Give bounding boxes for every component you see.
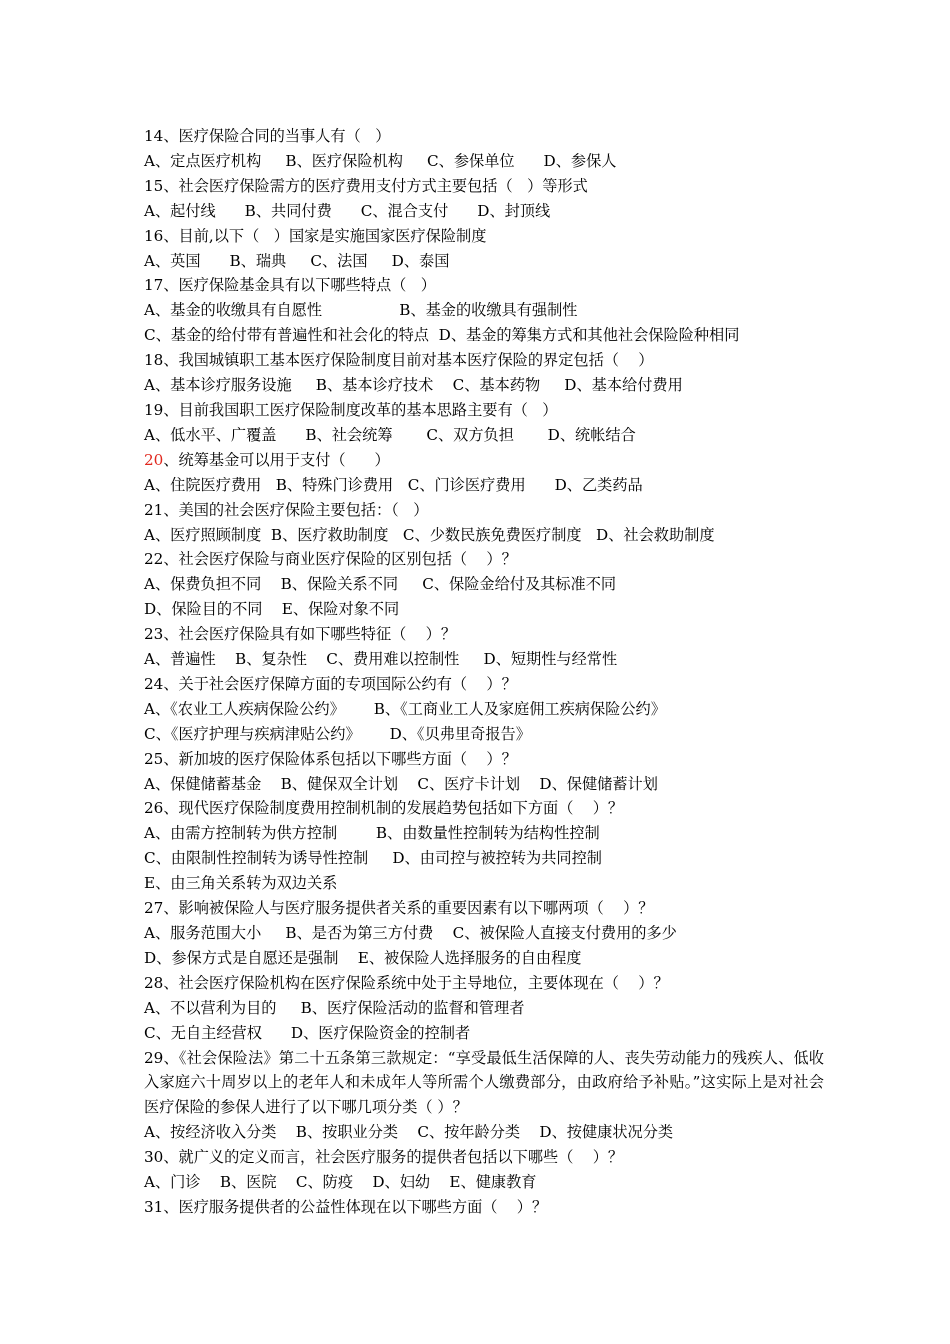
text-line <box>144 473 824 498</box>
text-line <box>144 398 824 423</box>
text-line <box>144 448 824 473</box>
text-line <box>144 199 824 224</box>
text-line <box>144 149 824 174</box>
line-text: 14、医疗保险合同的当事人有（ ） <box>144 127 391 145</box>
text-line <box>144 1120 824 1145</box>
line-text: 27、影响被保险人与医疗服务提供者关系的重要因素有以下哪两项（ ）？ <box>144 899 654 918</box>
line-text: A、保费负担不同 B、保险关系不同 C、保险金给付及其标准不同 <box>144 575 617 594</box>
line-text: A、医疗照顾制度 B、医疗救助制度 C、少数民族免费医疗制度 D、社会救助制度 <box>144 525 715 544</box>
text-line <box>144 249 824 274</box>
line-text: C、基金的给付带有普遍性和社会化的特点 D、基金的筹集方式和其他社会保险险种相同 <box>144 326 740 345</box>
line-text: 24、关于社会医疗保障方面的专项国际公约有（ ）？ <box>144 674 517 693</box>
question-number: 20 <box>144 450 164 469</box>
text-line <box>144 1195 824 1220</box>
text-line <box>144 796 824 821</box>
line-text: A、保健储蓄基金 B、健保双全计划 C、医疗卡计划 D、保健储蓄计划 <box>144 774 658 793</box>
text-line <box>144 273 824 298</box>
line-text: 16、目前,以下（ ）国家是实施国家医疗保险制度 <box>144 226 487 245</box>
text-line <box>144 348 824 373</box>
text-line <box>144 971 824 996</box>
line-text: 18、我国城镇职工基本医疗保险制度目前对基本医疗保险的界定包括（ ） <box>144 351 654 370</box>
text-line <box>144 1145 824 1170</box>
line-text: A、门诊 B、医院 C、防疫 D、妇幼 E、健康教育 <box>144 1173 537 1192</box>
document-page <box>144 124 824 1220</box>
line-text: 28、社会医疗保险机构在医疗保险系统中处于主导地位，主要体现在（ ）？ <box>144 973 669 992</box>
line-text: C、《医疗护理与疾病津贴公约》 D、《贝弗里奇报告》 <box>144 724 531 743</box>
line-text: 29、《社会保险法》第二十五条第三款规定：“享受最低生活保障的人、丧失劳动能力的残疾人、低收入家庭六十周岁以上的老年人和未成年人等所需个人缴费部分，由政府给予补贴。”这实际上是对社会医疗保险的参保人进行了以下哪几项分类（ ）？ <box>144 1048 824 1117</box>
line-text: C、由限制性控制转为诱导性控制 D、由司控与被控转为共同控制 <box>144 849 602 868</box>
text-line <box>144 622 824 647</box>
text-line <box>144 747 824 772</box>
text-line <box>144 572 824 597</box>
line-text: C、无自主经营权 D、医疗保险资金的控制者 <box>144 1023 471 1042</box>
line-text: 30、就广义的定义而言，社会医疗服务的提供者包括以下哪些（ ）？ <box>144 1148 624 1167</box>
line-text: A、服务范围大小 B、是否为第三方付费 C、被保险人直接支付费用的多少 <box>144 924 677 942</box>
text-line <box>144 996 824 1021</box>
text-line <box>144 672 824 697</box>
line-text: A、按经济收入分类 B、按职业分类 C、按年龄分类 D、按健康状况分类 <box>144 1123 674 1142</box>
text-line <box>144 224 824 249</box>
line-text: A、定点医疗机构 B、医疗保险机构 C、参保单位 D、参保人 <box>144 151 617 170</box>
text-line <box>144 498 824 523</box>
text-line <box>144 821 824 846</box>
line-text: D、保险目的不同 E、保险对象不同 <box>144 600 400 619</box>
text-line <box>144 597 824 622</box>
line-text: A、普遍性 B、复杂性 C、费用难以控制性 D、短期性与经常性 <box>144 650 618 669</box>
line-text: A、基金的收缴具有自愿性 B、基金的收缴具有强制性 <box>144 301 578 320</box>
line-text: 25、新加坡的医疗保险体系包括以下哪些方面（ ）？ <box>144 749 517 768</box>
text-line <box>144 323 824 348</box>
text-line <box>144 1021 824 1046</box>
text-line <box>144 547 824 572</box>
line-text: 19、目前我国职工医疗保险制度改革的基本思路主要有（ ） <box>144 400 558 419</box>
text-line <box>144 846 824 871</box>
text-line <box>144 298 824 323</box>
text-line <box>144 124 824 149</box>
text-line <box>144 921 824 946</box>
text-line <box>144 647 824 672</box>
line-text: 、统筹基金可以用于支付（ ） <box>163 450 390 469</box>
line-text: D、参保方式是自愿还是强制 E、被保险人选择服务的自由程度 <box>144 948 582 967</box>
text-line <box>144 896 824 921</box>
line-text: A、低水平、广覆盖 B、社会统筹 C、双方负担 D、统帐结合 <box>144 425 636 444</box>
line-text: A、不以营利为目的 B、医疗保险活动的监督和管理者 <box>144 998 525 1017</box>
line-text: A、住院医疗费用 B、特殊门诊费用 C、门诊医疗费用 D、乙类药品 <box>144 475 643 494</box>
text-line <box>144 174 824 199</box>
line-text: 23、社会医疗保险具有如下哪些特征（ ）？ <box>144 625 457 644</box>
line-text: A、《农业工人疾病保险公约》 B、《工商业工人及家庭佣工疾病保险公约》 <box>144 699 666 718</box>
line-text: A、基本诊疗服务设施 B、基本诊疗技术 C、基本药物 D、基本给付费用 <box>144 376 683 395</box>
text-line <box>144 722 824 747</box>
text-line <box>144 697 824 722</box>
line-text: 17、医疗保险基金具有以下哪些特点（ ） <box>144 276 436 295</box>
line-text: 26、现代医疗保险制度费用控制机制的发展趋势包括如下方面（ ）？ <box>144 799 624 818</box>
line-text: A、由需方控制转为供方控制 B、由数量性控制转为结构性控制 <box>144 824 600 843</box>
text-line <box>144 1170 824 1195</box>
line-text: 31、医疗服务提供者的公益性体现在以下哪些方面（ ）？ <box>144 1197 548 1216</box>
line-text: 21、美国的社会医疗保险主要包括：（ ） <box>144 500 429 519</box>
text-line <box>144 946 824 971</box>
text-line <box>144 772 824 797</box>
text-line <box>144 373 824 398</box>
text-line <box>144 423 824 448</box>
text-line <box>144 1046 824 1121</box>
line-text: 15、社会医疗保险需方的医疗费用支付方式主要包括（ ）等形式 <box>144 176 588 195</box>
text-line <box>144 523 824 548</box>
line-text: A、起付线 B、共同付费 C、混合支付 D、封顶线 <box>144 201 551 220</box>
text-line <box>144 871 824 896</box>
line-text: E、由三角关系转为双边关系 <box>144 874 338 893</box>
line-text: 22、社会医疗保险与商业医疗保险的区别包括（ ）？ <box>144 550 517 569</box>
line-text: A、英国 B、瑞典 C、法国 D、泰国 <box>144 251 450 270</box>
